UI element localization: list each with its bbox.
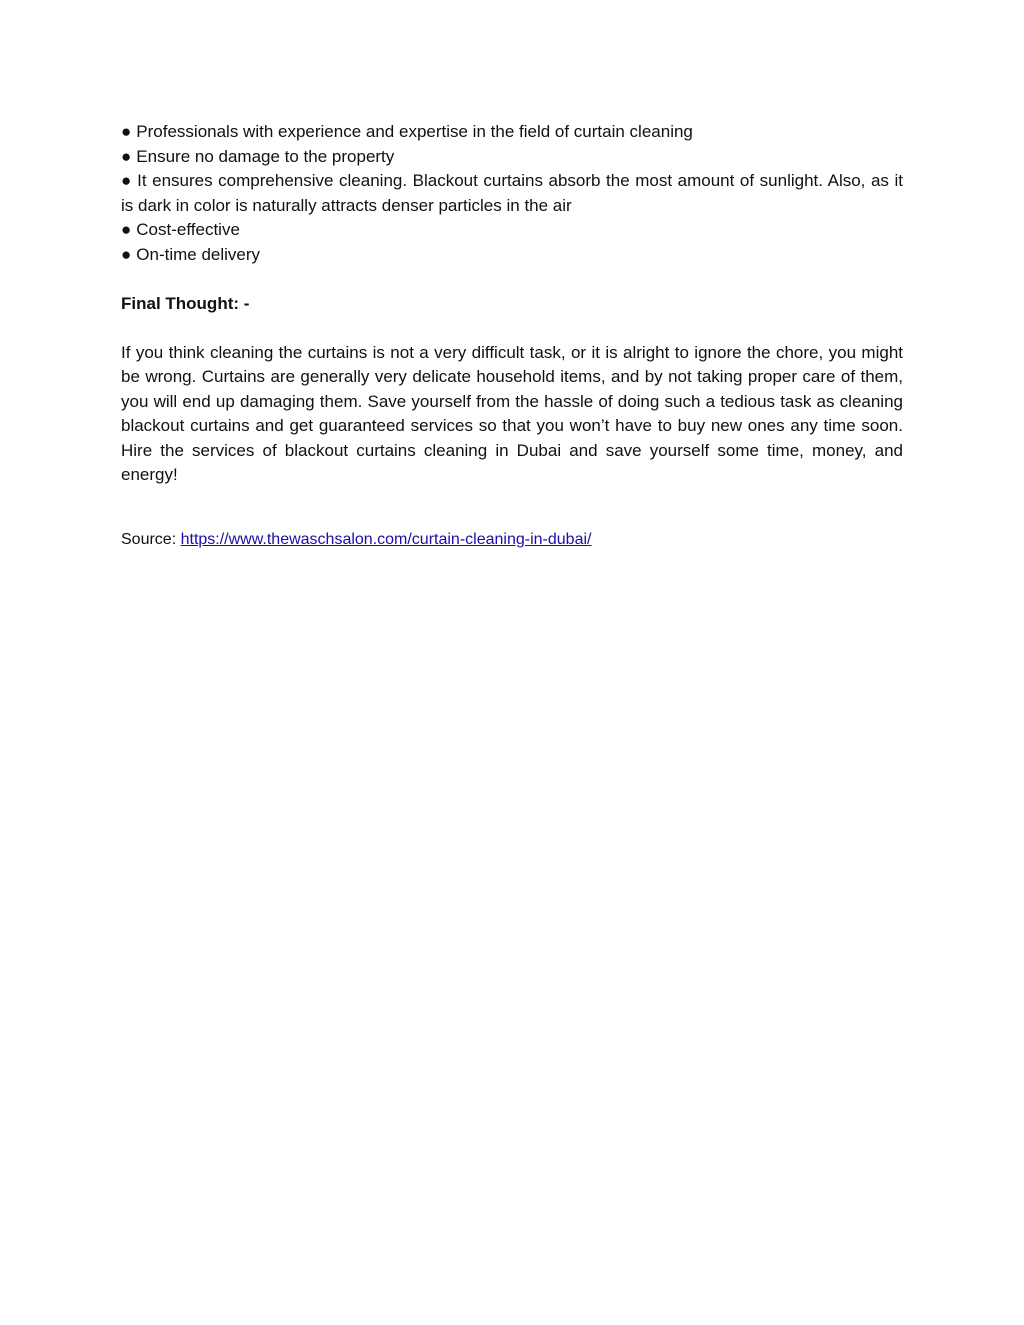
list-item-text: It ensures comprehensive cleaning. Blackout curtains absorb the most amount of sunlight. Also, as it is dark in color is naturally attracts denser particles in the air	[121, 171, 903, 215]
source-link[interactable]: https://www.thewaschsalon.com/curtain-cleaning-in-dubai/	[180, 530, 592, 548]
list-item	[121, 243, 903, 268]
list-item	[121, 169, 903, 218]
list-item	[121, 120, 903, 145]
source-label: Source:	[121, 530, 181, 548]
list-item	[121, 145, 903, 170]
list-item	[121, 218, 903, 243]
body-paragraph: If you think cleaning the curtains is not a very difficult task, or it is alright to ignore the chore, you might be wrong. Curtains are generally very delicate household items, and by not taking proper care of them, you will end up damaging them. Save yourself from the hassle of doing such a tedious task as cleaning blackout curtains and get guaranteed services so that you won’t have to buy new ones any time soon. Hire the services of blackout curtains cleaning in Dubai and save yourself some time, money, and energy!	[121, 342, 903, 484]
document-page	[121, 120, 903, 552]
list-item-text: Cost-effective	[136, 220, 240, 239]
source-line	[121, 528, 903, 553]
bullet-icon: ●	[121, 146, 132, 166]
list-item-text: Ensure no damage to the property	[136, 146, 395, 166]
list-item-text: Professionals with experience and expertise in the field of curtain cleaning	[136, 122, 693, 141]
bullet-icon: ●	[121, 122, 132, 141]
bullet-icon: ●	[121, 220, 132, 239]
bullet-icon: ●	[121, 244, 132, 264]
section-heading: Final Thought: -	[121, 293, 250, 313]
feature-list	[121, 120, 903, 267]
list-item-text: On-time delivery	[136, 244, 261, 264]
bullet-icon: ●	[121, 171, 133, 190]
